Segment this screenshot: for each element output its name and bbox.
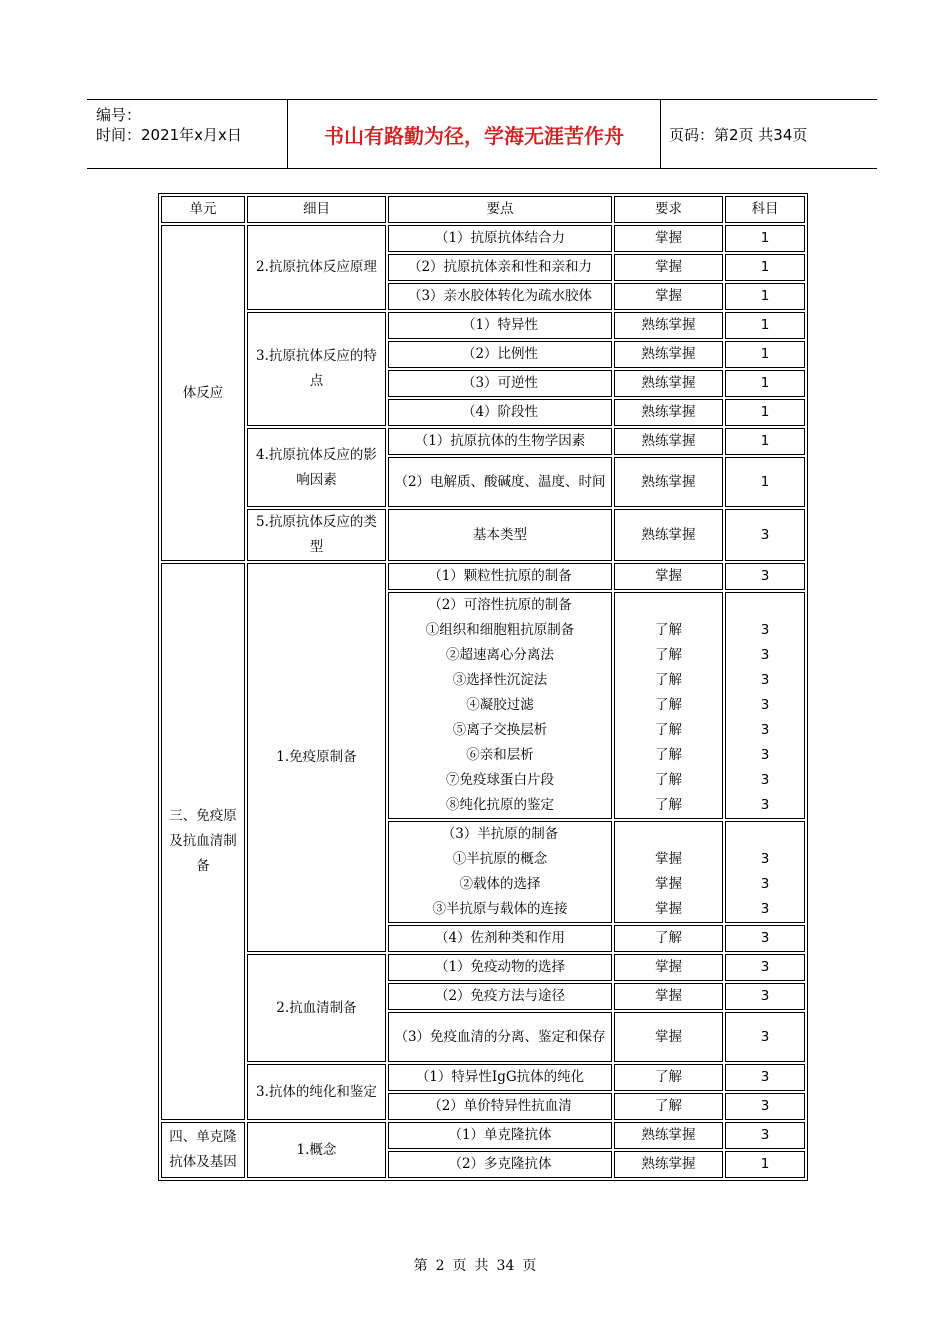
point-subitem: ④凝胶过滤	[466, 697, 534, 713]
requirement-cell: 熟练掌握	[614, 457, 723, 507]
header-meta	[96, 105, 286, 145]
subject-cell: 1	[725, 225, 805, 252]
requirement-cell: 了解	[614, 1064, 723, 1091]
requirement-cell: 了解	[614, 1093, 723, 1120]
col-header-point: 要点	[388, 196, 612, 223]
requirement-subitem: 了解	[655, 772, 682, 788]
requirement-cell	[614, 592, 723, 819]
requirement-subitem: 掌握	[655, 901, 682, 917]
requirement-cell: 掌握	[614, 283, 723, 310]
point-cell	[388, 592, 612, 819]
subject-subitem: 3	[760, 876, 770, 892]
requirement-cell: 熟练掌握	[614, 312, 723, 339]
subject-cell: 1	[725, 1151, 805, 1178]
table-row	[161, 563, 805, 590]
point-subitem: ③半抗原与载体的连接	[432, 901, 568, 917]
footer-total-pages: 34	[496, 1258, 515, 1274]
footer-page-number: 2	[435, 1258, 445, 1274]
requirement-cell: 掌握	[614, 1012, 723, 1062]
point-subitem: ③选择性沉淀法	[452, 672, 548, 688]
subject-cell: 1	[725, 341, 805, 368]
subject-cell: 3	[725, 925, 805, 952]
requirement-cell: 熟练掌握	[614, 1122, 723, 1149]
subject-cell: 1	[725, 428, 805, 455]
requirement-cell: 熟练掌握	[614, 399, 723, 426]
detail-cell: 3.抗原抗体反应的特点	[247, 312, 386, 426]
document-header	[87, 99, 877, 169]
detail-cell: 1.免疫原制备	[247, 563, 386, 952]
table-row	[161, 225, 805, 252]
point-subitem: ②超速离心分离法	[446, 647, 554, 663]
point-cell: （1）抗原抗体结合力	[388, 225, 612, 252]
col-header-subject: 科目	[725, 196, 805, 223]
requirement-subitem: 掌握	[655, 876, 682, 892]
footer-word: 共	[474, 1258, 489, 1274]
point-cell: （3）免疫血清的分离、鉴定和保存	[388, 1012, 612, 1062]
requirement-cell: 掌握	[614, 563, 723, 590]
time-label: 时间：2021年x月x日	[96, 126, 242, 144]
requirement-cell: 熟练掌握	[614, 509, 723, 561]
point-subitem: ⑦免疫球蛋白片段	[446, 772, 554, 788]
requirement-cell: 熟练掌握	[614, 341, 723, 368]
point-cell: （2）免疫方法与途径	[388, 983, 612, 1010]
subject-cell: 1	[725, 283, 805, 310]
subject-subitem: 3	[760, 622, 770, 638]
requirement-subitem: 了解	[655, 722, 682, 738]
subject-cell: 3	[725, 1064, 805, 1091]
detail-cell: 1.概念	[247, 1122, 386, 1178]
unit-cell: 三、免疫原及抗血清制备	[161, 563, 245, 1120]
subject-subitem: 3	[760, 672, 770, 688]
serial-label: 编号：	[96, 106, 142, 124]
subject-subitem: 3	[760, 697, 770, 713]
point-cell: （2）多克隆抗体	[388, 1151, 612, 1178]
point-cell: （1）颗粒性抗原的制备	[388, 563, 612, 590]
requirement-subitem: 掌握	[655, 851, 682, 867]
table-row	[161, 312, 805, 339]
subject-cell	[725, 821, 805, 923]
point-cell: 基本类型	[388, 509, 612, 561]
subject-cell: 1	[725, 254, 805, 281]
requirement-subitem: 了解	[655, 797, 682, 813]
point-cell: （4）佐剂种类和作用	[388, 925, 612, 952]
subject-cell: 3	[725, 509, 805, 561]
subject-subitem: 3	[760, 647, 770, 663]
table-row	[161, 509, 805, 561]
requirement-subitem: 了解	[655, 697, 682, 713]
unit-cell: 四、单克隆抗体及基因	[161, 1122, 245, 1178]
table-row	[161, 954, 805, 981]
detail-cell: 5.抗原抗体反应的类型	[247, 509, 386, 561]
subject-cell: 3	[725, 954, 805, 981]
subject-cell: 1	[725, 457, 805, 507]
subject-cell: 1	[725, 399, 805, 426]
header-motto-cell	[287, 100, 661, 168]
point-subitem: ⑤离子交换层析	[452, 722, 548, 738]
header-motto: 书山有路勤为径，学海无涯苦作舟	[324, 123, 624, 148]
detail-cell: 2.抗原抗体反应原理	[247, 225, 386, 310]
point-cell: （3）亲水胶体转化为疏水胶体	[388, 283, 612, 310]
point-cell: （1）抗原抗体的生物学因素	[388, 428, 612, 455]
header-page-info: 页码：第2页 共34页	[669, 126, 808, 144]
detail-cell: 3.抗体的纯化和鉴定	[247, 1064, 386, 1120]
page-footer	[0, 1255, 950, 1275]
point-cell: （1）单克隆抗体	[388, 1122, 612, 1149]
requirement-cell: 掌握	[614, 225, 723, 252]
point-cell: （2）比例性	[388, 341, 612, 368]
subject-subitem: 3	[760, 901, 770, 917]
unit-cell: 体反应	[161, 225, 245, 561]
table-row	[161, 428, 805, 455]
subject-cell: 1	[725, 312, 805, 339]
subject-cell: 3	[725, 1012, 805, 1062]
footer-word: 页	[522, 1258, 537, 1274]
requirement-cell: 掌握	[614, 983, 723, 1010]
subject-subitem: 3	[760, 722, 770, 738]
subject-cell: 3	[725, 1122, 805, 1149]
col-header-detail: 细目	[247, 196, 386, 223]
col-header-unit: 单元	[161, 196, 245, 223]
point-cell: （4）阶段性	[388, 399, 612, 426]
point-subtitle: （2）可溶性抗原的制备	[428, 597, 572, 613]
point-cell	[388, 821, 612, 923]
requirement-cell: 了解	[614, 925, 723, 952]
requirement-cell: 熟练掌握	[614, 428, 723, 455]
subject-cell: 3	[725, 1093, 805, 1120]
col-header-requirement: 要求	[614, 196, 723, 223]
point-subitem: ⑥亲和层析	[466, 747, 534, 763]
point-subitem: ①半抗原的概念	[452, 851, 548, 867]
point-cell: （1）免疫动物的选择	[388, 954, 612, 981]
subject-subitem: 3	[760, 772, 770, 788]
requirement-subitem: 了解	[655, 747, 682, 763]
requirement-cell: 熟练掌握	[614, 1151, 723, 1178]
requirement-cell	[614, 821, 723, 923]
point-subtitle: （3）半抗原的制备	[441, 826, 559, 842]
requirement-cell: 掌握	[614, 254, 723, 281]
point-cell: （2）单价特异性抗血清	[388, 1093, 612, 1120]
requirement-cell: 掌握	[614, 954, 723, 981]
subject-subitem: 3	[760, 851, 770, 867]
point-subitem: ①组织和细胞粗抗原制备	[425, 622, 575, 638]
requirement-cell: 熟练掌握	[614, 370, 723, 397]
point-cell: （1）特异性IgG抗体的纯化	[388, 1064, 612, 1091]
point-subitem: ②载体的选择	[459, 876, 541, 892]
requirement-subitem: 了解	[655, 672, 682, 688]
subject-cell	[725, 592, 805, 819]
syllabus-table-wrap	[158, 193, 808, 1181]
subject-subitem: 3	[760, 747, 770, 763]
point-cell: （1）特异性	[388, 312, 612, 339]
detail-cell: 4.抗原抗体反应的影响因素	[247, 428, 386, 507]
table-header-row	[161, 196, 805, 223]
requirement-subitem: 了解	[655, 622, 682, 638]
table-row	[161, 1064, 805, 1091]
subject-cell: 3	[725, 983, 805, 1010]
subject-cell: 1	[725, 370, 805, 397]
detail-cell: 2.抗血清制备	[247, 954, 386, 1062]
syllabus-table	[158, 193, 808, 1181]
point-subitem: ⑧纯化抗原的鉴定	[446, 797, 554, 813]
subject-subitem: 3	[760, 797, 770, 813]
subject-cell: 3	[725, 563, 805, 590]
requirement-subitem: 了解	[655, 647, 682, 663]
point-cell: （3）可逆性	[388, 370, 612, 397]
point-cell: （2）抗原抗体亲和性和亲和力	[388, 254, 612, 281]
point-cell: （2）电解质、酸碱度、温度、时间	[388, 457, 612, 507]
table-row	[161, 1122, 805, 1149]
footer-word: 页	[452, 1258, 467, 1274]
footer-word: 第	[413, 1258, 428, 1274]
